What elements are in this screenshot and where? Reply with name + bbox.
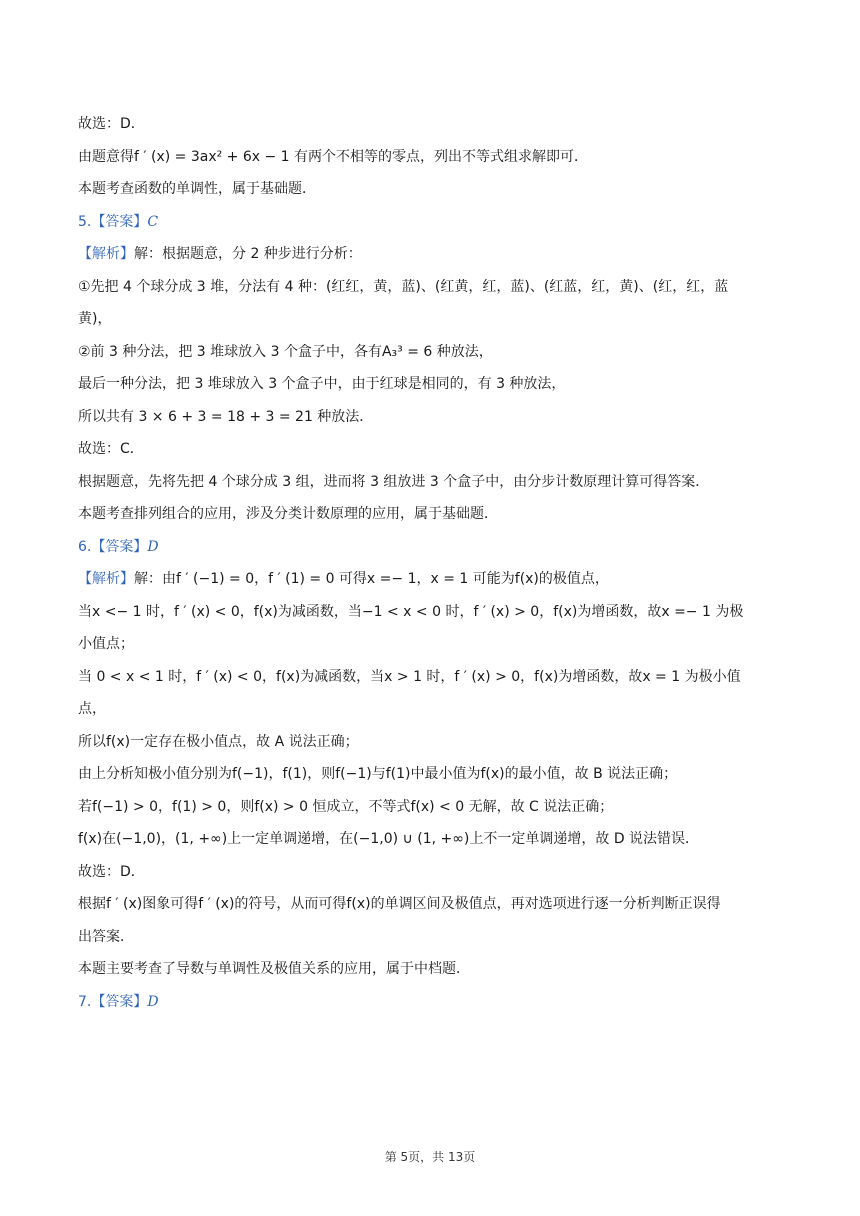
- text-line: ②前 3 种分法，把 3 堆球放入 3 个盒子中，各有A₃³ = 6 种放法，: [78, 343, 493, 360]
- analysis-text: 解：根据题意，分 2 种步进行分析：: [134, 246, 362, 262]
- text-line: 由题意得f ′ (x) = 3ax² + 6x − 1 有两个不相等的零点，列出不等式组求解即可．: [78, 148, 589, 165]
- text-line: 当 0 < x < 1 时，f ′ (x) < 0，f(x)为减函数，当x > 1 时，f ′ (x) > 0，f(x)为增函数，故x = 1 为极小值: [78, 668, 741, 685]
- answer-line: [78, 986, 786, 1019]
- text-line: 黄)，: [78, 311, 112, 327]
- text-line: 所以共有 3 × 6 + 3 = 18 + 3 = 21 种放法．: [78, 408, 374, 425]
- analysis-line: [78, 238, 786, 271]
- text-line: 小值点；: [78, 636, 134, 652]
- analysis-label: 【解析】: [78, 571, 134, 587]
- text-line: 故选：D．: [78, 863, 145, 880]
- answer-label: 【答案】: [91, 538, 148, 555]
- text-line: 本题考查排列组合的应用，涉及分类计数原理的应用，属于基础题．: [78, 506, 498, 522]
- text-line: 本题考查函数的单调性，属于基础题．: [78, 181, 316, 197]
- text-line: ①先把 4 个球分成 3 堆，分法有 4 种：(红红，黄，蓝)、(红黄，红，蓝)、(红蓝，红，黄)、(红，红，蓝: [78, 278, 729, 295]
- answer-line: [78, 531, 786, 564]
- text-line: 由上分析知极小值分别为f(−1)，f(1)，则f(−1)与f(1)中最小值为f(x)的最小值，故 B 说法正确；: [78, 766, 678, 782]
- text-line: 根据题意，先将先把 4 个球分成 3 组，进而将 3 组放进 3 个盒子中，由分步计数原理计算可得答案．: [78, 473, 710, 490]
- answer-choice: C: [147, 213, 159, 230]
- text-line: 若f(−1) > 0，f(1) > 0，则f(x) > 0 恒成立，不等式f(x) < 0 无解，故 C 说法正确；: [78, 798, 614, 815]
- answer-choice: D: [147, 993, 159, 1010]
- text-line: f(x)在(−1,0)，(1, +∞)上一定单调递增，在(−1,0) ∪ (1, +∞)上不一定单调递增，故 D 说法错误．: [78, 831, 700, 847]
- answer-label: 【答案】: [91, 993, 148, 1010]
- text-line: 故选：D．: [78, 116, 145, 132]
- question-number: 7.: [78, 993, 92, 1010]
- analysis-text: 解：由f ′ (−1) = 0，f ′ (1) = 0 可得x =− 1，x = 1 可能为f(x)的极值点，: [134, 571, 609, 587]
- page-footer: 第 5页，共 13页: [384, 1150, 476, 1164]
- question-number: 5.: [78, 213, 92, 230]
- answer-line: [78, 206, 786, 239]
- text-line: 故选：C．: [78, 441, 144, 457]
- text-line: 点，: [78, 701, 106, 717]
- text-line: 所以f(x)一定存在极小值点，故 A 说法正确；: [78, 733, 359, 750]
- text-line: 根据f ′ (x)图象可得f ′ (x)的符号，从而可得f(x)的单调区间及极值点，再对选项进行逐一分析判断正误得: [78, 896, 721, 912]
- answer-choice: D: [147, 538, 159, 555]
- text-line: 当x <− 1 时，f ′ (x) < 0，f(x)为减函数，当−1 < x < 0 时，f ′ (x) > 0，f(x)为增函数，故x =− 1 为极: [78, 603, 744, 620]
- analysis-line: [78, 563, 786, 596]
- question-number: 6.: [78, 538, 92, 555]
- text-line: 本题主要考查了导数与单调性及极值关系的应用，属于中档题．: [78, 961, 470, 977]
- analysis-label: 【解析】: [78, 246, 134, 262]
- text-line: 出答案．: [78, 928, 134, 945]
- text-line: 最后一种分法，把 3 堆球放入 3 个盒子中，由于红球是相同的，有 3 种放法，: [78, 376, 566, 392]
- answer-label: 【答案】: [91, 213, 148, 230]
- document-body: [78, 108, 786, 1018]
